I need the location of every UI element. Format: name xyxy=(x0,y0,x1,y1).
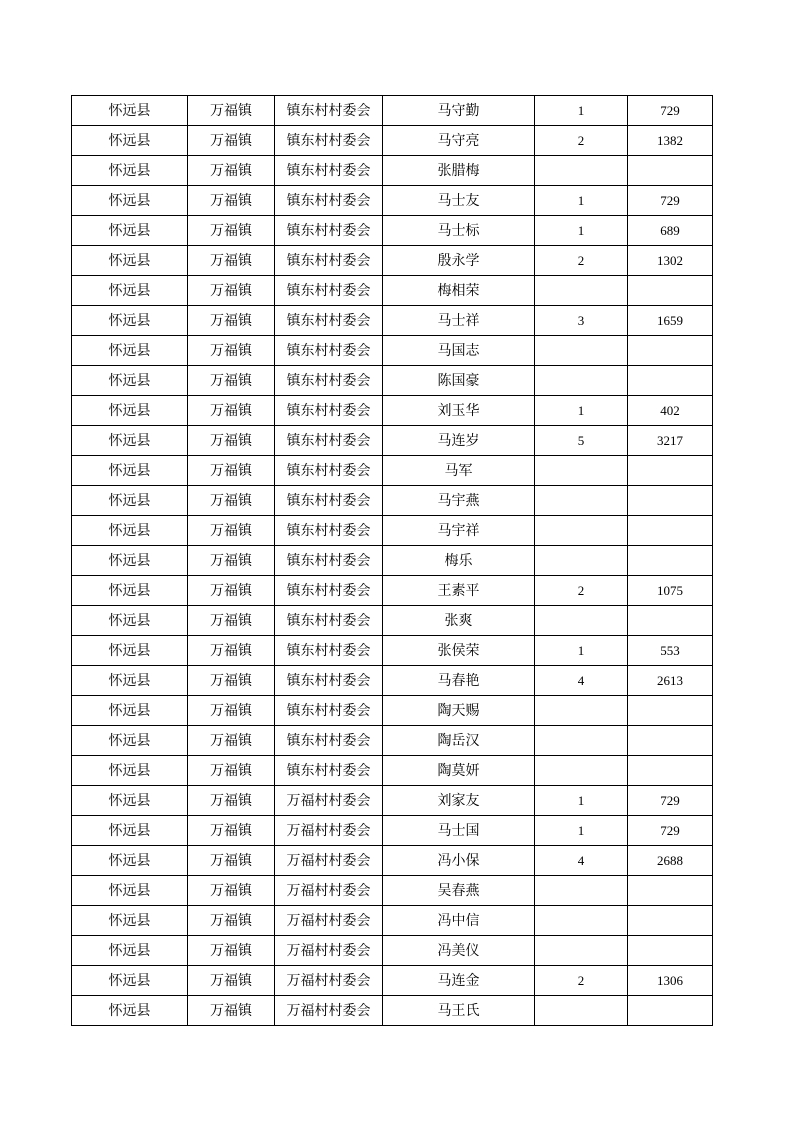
village-committee-cell: 镇东村村委会 xyxy=(275,336,383,366)
amount-cell xyxy=(628,606,713,636)
count-cell: 2 xyxy=(535,126,628,156)
name-cell: 冯中信 xyxy=(383,906,535,936)
table-row xyxy=(72,666,713,696)
count-cell xyxy=(535,696,628,726)
village-committee-cell: 镇东村村委会 xyxy=(275,186,383,216)
table-row xyxy=(72,546,713,576)
county-cell: 怀远县 xyxy=(72,456,188,486)
village-committee-cell: 镇东村村委会 xyxy=(275,306,383,336)
town-cell: 万福镇 xyxy=(188,636,275,666)
table-row xyxy=(72,876,713,906)
town-cell: 万福镇 xyxy=(188,246,275,276)
county-cell: 怀远县 xyxy=(72,366,188,396)
table-row xyxy=(72,426,713,456)
amount-cell: 3217 xyxy=(628,426,713,456)
amount-cell xyxy=(628,756,713,786)
county-cell: 怀远县 xyxy=(72,906,188,936)
table-row xyxy=(72,606,713,636)
village-committee-cell: 镇东村村委会 xyxy=(275,276,383,306)
amount-cell: 553 xyxy=(628,636,713,666)
name-cell: 马国志 xyxy=(383,336,535,366)
village-committee-cell: 镇东村村委会 xyxy=(275,126,383,156)
village-committee-cell: 万福村村委会 xyxy=(275,846,383,876)
amount-cell: 729 xyxy=(628,96,713,126)
count-cell: 2 xyxy=(535,576,628,606)
amount-cell xyxy=(628,516,713,546)
village-committee-cell: 万福村村委会 xyxy=(275,936,383,966)
table-row xyxy=(72,756,713,786)
name-cell: 梅相荣 xyxy=(383,276,535,306)
amount-cell: 2613 xyxy=(628,666,713,696)
table-row xyxy=(72,486,713,516)
village-committee-cell: 镇东村村委会 xyxy=(275,396,383,426)
count-cell xyxy=(535,486,628,516)
county-cell: 怀远县 xyxy=(72,846,188,876)
amount-cell: 729 xyxy=(628,186,713,216)
town-cell: 万福镇 xyxy=(188,726,275,756)
name-cell: 刘家友 xyxy=(383,786,535,816)
count-cell xyxy=(535,756,628,786)
table-row xyxy=(72,186,713,216)
name-cell: 马宇祥 xyxy=(383,516,535,546)
village-committee-cell: 镇东村村委会 xyxy=(275,366,383,396)
village-committee-cell: 万福村村委会 xyxy=(275,966,383,996)
name-cell: 马士国 xyxy=(383,816,535,846)
amount-cell: 402 xyxy=(628,396,713,426)
name-cell: 马守勤 xyxy=(383,96,535,126)
town-cell: 万福镇 xyxy=(188,486,275,516)
county-cell: 怀远县 xyxy=(72,876,188,906)
count-cell xyxy=(535,156,628,186)
county-cell: 怀远县 xyxy=(72,186,188,216)
name-cell: 马连金 xyxy=(383,966,535,996)
count-cell xyxy=(535,546,628,576)
name-cell: 陶天赐 xyxy=(383,696,535,726)
village-committee-cell: 镇东村村委会 xyxy=(275,666,383,696)
town-cell: 万福镇 xyxy=(188,366,275,396)
amount-cell: 1306 xyxy=(628,966,713,996)
county-cell: 怀远县 xyxy=(72,936,188,966)
amount-cell xyxy=(628,996,713,1026)
village-committee-cell: 镇东村村委会 xyxy=(275,576,383,606)
town-cell: 万福镇 xyxy=(188,966,275,996)
amount-cell xyxy=(628,156,713,186)
village-committee-cell: 镇东村村委会 xyxy=(275,516,383,546)
table-row xyxy=(72,636,713,666)
amount-cell xyxy=(628,276,713,306)
county-cell: 怀远县 xyxy=(72,966,188,996)
count-cell: 1 xyxy=(535,396,628,426)
table-row xyxy=(72,96,713,126)
table-row xyxy=(72,936,713,966)
count-cell: 1 xyxy=(535,96,628,126)
amount-cell xyxy=(628,726,713,756)
count-cell: 1 xyxy=(535,786,628,816)
amount-cell xyxy=(628,696,713,726)
town-cell: 万福镇 xyxy=(188,756,275,786)
village-committee-cell: 万福村村委会 xyxy=(275,816,383,846)
town-cell: 万福镇 xyxy=(188,336,275,366)
name-cell: 马士标 xyxy=(383,216,535,246)
town-cell: 万福镇 xyxy=(188,216,275,246)
town-cell: 万福镇 xyxy=(188,696,275,726)
count-cell xyxy=(535,606,628,636)
village-committee-cell: 万福村村委会 xyxy=(275,876,383,906)
name-cell: 陶莫妍 xyxy=(383,756,535,786)
county-cell: 怀远县 xyxy=(72,336,188,366)
county-cell: 怀远县 xyxy=(72,396,188,426)
count-cell xyxy=(535,936,628,966)
count-cell xyxy=(535,906,628,936)
name-cell: 陈国豪 xyxy=(383,366,535,396)
county-cell: 怀远县 xyxy=(72,426,188,456)
village-committee-cell: 镇东村村委会 xyxy=(275,546,383,576)
town-cell: 万福镇 xyxy=(188,606,275,636)
town-cell: 万福镇 xyxy=(188,516,275,546)
town-cell: 万福镇 xyxy=(188,816,275,846)
table-body xyxy=(72,96,713,1026)
table-row xyxy=(72,996,713,1026)
count-cell xyxy=(535,516,628,546)
table-row xyxy=(72,726,713,756)
count-cell: 2 xyxy=(535,966,628,996)
town-cell: 万福镇 xyxy=(188,546,275,576)
table-row xyxy=(72,816,713,846)
county-cell: 怀远县 xyxy=(72,696,188,726)
name-cell: 马连岁 xyxy=(383,426,535,456)
amount-cell: 1075 xyxy=(628,576,713,606)
table-row xyxy=(72,396,713,426)
amount-cell xyxy=(628,906,713,936)
county-cell: 怀远县 xyxy=(72,276,188,306)
table-row xyxy=(72,366,713,396)
county-cell: 怀远县 xyxy=(72,126,188,156)
table-row xyxy=(72,156,713,186)
town-cell: 万福镇 xyxy=(188,276,275,306)
name-cell: 梅乐 xyxy=(383,546,535,576)
table-row xyxy=(72,246,713,276)
village-committee-cell: 万福村村委会 xyxy=(275,786,383,816)
county-cell: 怀远县 xyxy=(72,306,188,336)
town-cell: 万福镇 xyxy=(188,906,275,936)
town-cell: 万福镇 xyxy=(188,666,275,696)
amount-cell: 689 xyxy=(628,216,713,246)
county-cell: 怀远县 xyxy=(72,216,188,246)
table-row xyxy=(72,906,713,936)
county-cell: 怀远县 xyxy=(72,756,188,786)
amount-cell xyxy=(628,366,713,396)
town-cell: 万福镇 xyxy=(188,846,275,876)
county-cell: 怀远县 xyxy=(72,666,188,696)
household-table xyxy=(71,95,713,1026)
town-cell: 万福镇 xyxy=(188,126,275,156)
count-cell: 4 xyxy=(535,666,628,696)
amount-cell: 1302 xyxy=(628,246,713,276)
village-committee-cell: 镇东村村委会 xyxy=(275,636,383,666)
name-cell: 殷永学 xyxy=(383,246,535,276)
name-cell: 冯美仪 xyxy=(383,936,535,966)
count-cell: 1 xyxy=(535,636,628,666)
town-cell: 万福镇 xyxy=(188,306,275,336)
count-cell: 1 xyxy=(535,816,628,846)
amount-cell: 729 xyxy=(628,786,713,816)
amount-cell: 1382 xyxy=(628,126,713,156)
count-cell: 2 xyxy=(535,246,628,276)
village-committee-cell: 镇东村村委会 xyxy=(275,486,383,516)
town-cell: 万福镇 xyxy=(188,876,275,906)
table-row xyxy=(72,276,713,306)
count-cell: 1 xyxy=(535,216,628,246)
name-cell: 马士祥 xyxy=(383,306,535,336)
town-cell: 万福镇 xyxy=(188,426,275,456)
table-row xyxy=(72,126,713,156)
name-cell: 马春艳 xyxy=(383,666,535,696)
county-cell: 怀远县 xyxy=(72,486,188,516)
table-row xyxy=(72,456,713,486)
village-committee-cell: 镇东村村委会 xyxy=(275,606,383,636)
county-cell: 怀远县 xyxy=(72,786,188,816)
county-cell: 怀远县 xyxy=(72,156,188,186)
name-cell: 马军 xyxy=(383,456,535,486)
count-cell xyxy=(535,996,628,1026)
count-cell xyxy=(535,366,628,396)
county-cell: 怀远县 xyxy=(72,516,188,546)
village-committee-cell: 镇东村村委会 xyxy=(275,426,383,456)
town-cell: 万福镇 xyxy=(188,576,275,606)
county-cell: 怀远县 xyxy=(72,246,188,276)
name-cell: 马宇燕 xyxy=(383,486,535,516)
count-cell xyxy=(535,276,628,306)
county-cell: 怀远县 xyxy=(72,816,188,846)
county-cell: 怀远县 xyxy=(72,726,188,756)
town-cell: 万福镇 xyxy=(188,936,275,966)
name-cell: 陶岳汉 xyxy=(383,726,535,756)
amount-cell xyxy=(628,546,713,576)
name-cell: 王素平 xyxy=(383,576,535,606)
count-cell: 4 xyxy=(535,846,628,876)
county-cell: 怀远县 xyxy=(72,576,188,606)
town-cell: 万福镇 xyxy=(188,996,275,1026)
count-cell xyxy=(535,876,628,906)
village-committee-cell: 镇东村村委会 xyxy=(275,96,383,126)
name-cell: 张爽 xyxy=(383,606,535,636)
count-cell xyxy=(535,336,628,366)
table-row xyxy=(72,786,713,816)
amount-cell xyxy=(628,876,713,906)
town-cell: 万福镇 xyxy=(188,156,275,186)
village-committee-cell: 万福村村委会 xyxy=(275,906,383,936)
name-cell: 马士友 xyxy=(383,186,535,216)
name-cell: 冯小保 xyxy=(383,846,535,876)
name-cell: 刘玉华 xyxy=(383,396,535,426)
village-committee-cell: 镇东村村委会 xyxy=(275,726,383,756)
count-cell: 5 xyxy=(535,426,628,456)
village-committee-cell: 镇东村村委会 xyxy=(275,216,383,246)
town-cell: 万福镇 xyxy=(188,786,275,816)
amount-cell xyxy=(628,486,713,516)
count-cell: 1 xyxy=(535,186,628,216)
amount-cell xyxy=(628,456,713,486)
table-row xyxy=(72,966,713,996)
amount-cell xyxy=(628,936,713,966)
county-cell: 怀远县 xyxy=(72,636,188,666)
table-row xyxy=(72,516,713,546)
amount-cell xyxy=(628,336,713,366)
name-cell: 马守亮 xyxy=(383,126,535,156)
count-cell: 3 xyxy=(535,306,628,336)
county-cell: 怀远县 xyxy=(72,606,188,636)
name-cell: 吴春燕 xyxy=(383,876,535,906)
town-cell: 万福镇 xyxy=(188,96,275,126)
table-row xyxy=(72,306,713,336)
table-row xyxy=(72,696,713,726)
count-cell xyxy=(535,726,628,756)
table-row xyxy=(72,336,713,366)
county-cell: 怀远县 xyxy=(72,996,188,1026)
village-committee-cell: 镇东村村委会 xyxy=(275,456,383,486)
town-cell: 万福镇 xyxy=(188,396,275,426)
village-committee-cell: 万福村村委会 xyxy=(275,996,383,1026)
name-cell: 张腊梅 xyxy=(383,156,535,186)
town-cell: 万福镇 xyxy=(188,186,275,216)
name-cell: 马王氏 xyxy=(383,996,535,1026)
village-committee-cell: 镇东村村委会 xyxy=(275,246,383,276)
table-row xyxy=(72,216,713,246)
amount-cell: 2688 xyxy=(628,846,713,876)
village-committee-cell: 镇东村村委会 xyxy=(275,156,383,186)
count-cell xyxy=(535,456,628,486)
village-committee-cell: 镇东村村委会 xyxy=(275,696,383,726)
table-row xyxy=(72,846,713,876)
village-committee-cell: 镇东村村委会 xyxy=(275,756,383,786)
county-cell: 怀远县 xyxy=(72,96,188,126)
amount-cell: 1659 xyxy=(628,306,713,336)
name-cell: 张侯荣 xyxy=(383,636,535,666)
town-cell: 万福镇 xyxy=(188,456,275,486)
table-row xyxy=(72,576,713,606)
amount-cell: 729 xyxy=(628,816,713,846)
county-cell: 怀远县 xyxy=(72,546,188,576)
